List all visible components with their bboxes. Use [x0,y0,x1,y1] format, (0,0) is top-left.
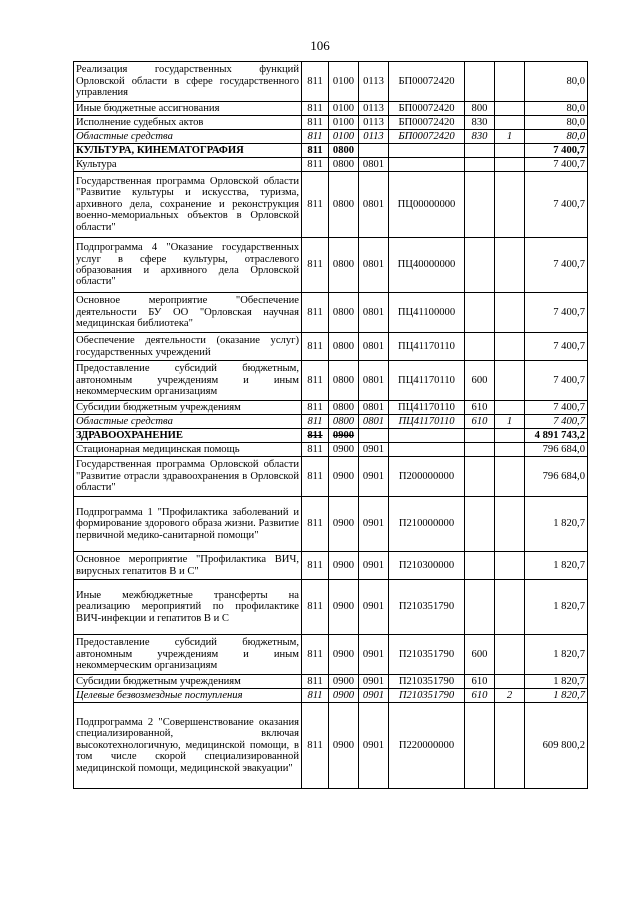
amount-cell: 7 400,7 [525,172,588,238]
expense-type-cell [465,238,495,293]
amount-cell: 7 400,7 [525,293,588,333]
table-row [74,333,588,361]
amount-cell: 1 820,7 [525,675,588,689]
expense-type-cell [465,703,495,789]
amount-cell: 80,0 [525,62,588,102]
subsection-code-cell: 0801 [359,293,389,333]
item-name-cell: Обеспечение деятельности (оказание услуг) государственных учреждений [74,333,302,361]
funding-source-cell [495,457,525,497]
grbs-code-cell: 811 [302,144,329,158]
table-row [74,703,588,789]
table-row [74,361,588,401]
expense-type-cell [465,580,495,635]
table-row [74,689,588,703]
table-row [74,116,588,130]
section-code-cell: 0800 [329,415,359,429]
amount-cell: 80,0 [525,102,588,116]
funding-source-cell [495,293,525,333]
section-code-cell: 0900 [329,635,359,675]
grbs-code-cell: 811 [302,443,329,457]
item-name-cell: Стационарная медицинская помощь [74,443,302,457]
funding-source-cell [495,144,525,158]
section-code-cell: 0100 [329,116,359,130]
grbs-code-cell: 811 [302,172,329,238]
section-code-cell: 0100 [329,102,359,116]
target-article-cell [389,443,465,457]
grbs-code-cell: 811 [302,429,329,443]
item-name-cell: Субсидии бюджетным учреждениям [74,675,302,689]
table-row [74,497,588,552]
grbs-code-cell: 811 [302,116,329,130]
grbs-code-cell: 811 [302,401,329,415]
expense-type-cell: 610 [465,415,495,429]
item-name-cell: Основное мероприятие "Профилактика ВИЧ, вирусных гепатитов В и С" [74,552,302,580]
table-row [74,401,588,415]
subsection-code-cell: 0801 [359,415,389,429]
section-code-cell: 0800 [329,401,359,415]
grbs-code-cell: 811 [302,497,329,552]
grbs-code-cell: 811 [302,415,329,429]
subsection-code-cell: 0113 [359,130,389,144]
amount-cell: 7 400,7 [525,415,588,429]
item-name-cell: Иные бюджетные ассигнования [74,102,302,116]
section-code-cell: 0900 [329,689,359,703]
amount-cell: 7 400,7 [525,158,588,172]
expense-type-cell [465,158,495,172]
funding-source-cell [495,443,525,457]
grbs-code-cell: 811 [302,552,329,580]
funding-source-cell [495,675,525,689]
amount-cell: 1 820,7 [525,635,588,675]
section-code-cell: 0800 [329,158,359,172]
subsection-code-cell: 0901 [359,443,389,457]
expense-type-cell [465,333,495,361]
table-row [74,415,588,429]
expense-type-cell: 600 [465,361,495,401]
subsection-code-cell: 0801 [359,172,389,238]
target-article-cell: П210351790 [389,635,465,675]
item-name-cell: Основное мероприятие "Обеспечение деятельности БУ ОО "Орловская научная медицинская библиотека" [74,293,302,333]
funding-source-cell [495,238,525,293]
section-code-cell: 0900 [329,703,359,789]
target-article-cell: П210000000 [389,497,465,552]
grbs-code-cell: 811 [302,635,329,675]
section-code-cell: 0800 [329,293,359,333]
target-article-cell: БП00072420 [389,130,465,144]
amount-cell: 7 400,7 [525,401,588,415]
funding-source-cell [495,635,525,675]
subsection-code-cell: 0801 [359,333,389,361]
target-article-cell [389,429,465,443]
funding-source-cell [495,429,525,443]
subsection-code-cell: 0801 [359,238,389,293]
item-name-cell: Предоставление субсидий бюджетным, автономным учреждениям и иным некоммерческим организациям [74,635,302,675]
table-row [74,158,588,172]
amount-cell: 796 684,0 [525,443,588,457]
table-row [74,130,588,144]
target-article-cell: БП00072420 [389,102,465,116]
section-code-cell: 0100 [329,130,359,144]
target-article-cell: П210300000 [389,552,465,580]
item-name-cell: Областные средства [74,130,302,144]
section-code-cell: 0800 [329,238,359,293]
expense-type-cell [465,457,495,497]
subsection-code-cell: 0901 [359,552,389,580]
target-article-cell: ПЦ41170110 [389,361,465,401]
table-row [74,102,588,116]
table-row [74,635,588,675]
subsection-code-cell: 0901 [359,580,389,635]
expense-type-cell [465,497,495,552]
item-name-cell: Иные межбюджетные трансферты на реализацию мероприятий по профилактике ВИЧ-инфекции и гепатитов В и С [74,580,302,635]
section-code-cell: 0900 [329,580,359,635]
funding-source-cell [495,158,525,172]
subsection-code-cell: 0901 [359,457,389,497]
expense-type-cell: 830 [465,116,495,130]
grbs-code-cell: 811 [302,457,329,497]
amount-cell: 1 820,7 [525,689,588,703]
item-name-cell: Субсидии бюджетным учреждениям [74,401,302,415]
table-row [74,429,588,443]
target-article-cell [389,158,465,172]
target-article-cell: ПЦ41170110 [389,415,465,429]
section-code-cell: 0900 [329,429,359,443]
amount-cell: 1 820,7 [525,580,588,635]
expense-type-cell: 610 [465,675,495,689]
grbs-code-cell: 811 [302,102,329,116]
subsection-code-cell: 0901 [359,497,389,552]
item-name-cell: Предоставление субсидий бюджетным, автономным учреждениям и иным некоммерческим организациям [74,361,302,401]
expense-type-cell [465,293,495,333]
subsection-code-cell: 0801 [359,361,389,401]
target-article-cell: П210351790 [389,675,465,689]
subsection-code-cell [359,429,389,443]
grbs-code-cell: 811 [302,333,329,361]
grbs-code-cell: 811 [302,361,329,401]
item-name-cell: ЗДРАВООХРАНЕНИЕ [74,429,302,443]
budget-table [73,61,588,789]
table-row [74,675,588,689]
funding-source-cell [495,172,525,238]
item-name-cell: Реализация государственных функций Орловской области в сфере государственного управления [74,62,302,102]
table-row [74,293,588,333]
grbs-code-cell: 811 [302,689,329,703]
amount-cell: 7 400,7 [525,361,588,401]
target-article-cell: ПЦ41170110 [389,333,465,361]
expense-type-cell [465,172,495,238]
subsection-code-cell [359,144,389,158]
subsection-code-cell: 0113 [359,62,389,102]
target-article-cell: П210351790 [389,580,465,635]
item-name-cell: Целевые безвозмездные поступления [74,689,302,703]
subsection-code-cell: 0901 [359,635,389,675]
item-name-cell: Государственная программа Орловской области "Развитие культуры и искусства, туризма, архивного дела, сохранение и реконструкция военно-мемориальных объектов в Орловской области" [74,172,302,238]
item-name-cell: Подпрограмма 4 "Оказание государственных услуг в сфере культуры, отраслевого образования и архивного дела Орловской области" [74,238,302,293]
subsection-code-cell: 0901 [359,675,389,689]
amount-cell: 4 891 743,2 [525,429,588,443]
table-row [74,172,588,238]
section-code-cell: 0900 [329,552,359,580]
grbs-code-cell: 811 [302,293,329,333]
funding-source-cell [495,401,525,415]
item-name-cell: Исполнение судебных актов [74,116,302,130]
section-code-cell: 0800 [329,333,359,361]
funding-source-cell [495,333,525,361]
funding-source-cell [495,361,525,401]
item-name-cell: Культура [74,158,302,172]
grbs-code-cell: 811 [302,580,329,635]
item-name-cell: Подпрограмма 2 "Совершенствование оказания специализированной, включая высокотехнологичную, медицинской помощи, в том числе скорой специализированной медицинской помощи, медицинской эвакуации" [74,703,302,789]
target-article-cell: ПЦ00000000 [389,172,465,238]
funding-source-cell [495,703,525,789]
funding-source-cell [495,580,525,635]
item-name-cell: Областные средства [74,415,302,429]
section-code-cell: 0800 [329,144,359,158]
funding-source-cell [495,116,525,130]
amount-cell: 7 400,7 [525,144,588,158]
amount-cell: 1 820,7 [525,497,588,552]
section-code-cell: 0900 [329,675,359,689]
amount-cell: 80,0 [525,130,588,144]
expense-type-cell: 610 [465,401,495,415]
section-code-cell: 0900 [329,443,359,457]
expense-type-cell: 800 [465,102,495,116]
table-row [74,144,588,158]
grbs-code-cell: 811 [302,158,329,172]
item-name-cell: КУЛЬТУРА, КИНЕМАТОГРАФИЯ [74,144,302,158]
grbs-code-cell: 811 [302,130,329,144]
grbs-code-cell: 811 [302,238,329,293]
table-row [74,443,588,457]
target-article-cell: БП00072420 [389,62,465,102]
grbs-code-cell: 811 [302,675,329,689]
page-number: 106 [310,38,330,53]
expense-type-cell: 600 [465,635,495,675]
amount-cell: 796 684,0 [525,457,588,497]
table-row [74,457,588,497]
funding-source-cell [495,102,525,116]
table-row [74,552,588,580]
target-article-cell: ПЦ41170110 [389,401,465,415]
grbs-code-cell: 811 [302,62,329,102]
amount-cell: 7 400,7 [525,238,588,293]
funding-source-cell [495,497,525,552]
target-article-cell: ПЦ41100000 [389,293,465,333]
target-article-cell: ПЦ40000000 [389,238,465,293]
section-code-cell: 0900 [329,497,359,552]
subsection-code-cell: 0801 [359,401,389,415]
funding-source-cell: 2 [495,689,525,703]
expense-type-cell [465,552,495,580]
expense-type-cell [465,429,495,443]
table-row [74,62,588,102]
subsection-code-cell: 0801 [359,158,389,172]
target-article-cell: П220000000 [389,703,465,789]
target-article-cell: П200000000 [389,457,465,497]
amount-cell: 1 820,7 [525,552,588,580]
expense-type-cell: 610 [465,689,495,703]
funding-source-cell: 1 [495,130,525,144]
subsection-code-cell: 0113 [359,116,389,130]
grbs-code-cell: 811 [302,703,329,789]
target-article-cell [389,144,465,158]
expense-type-cell: 830 [465,130,495,144]
section-code-cell: 0900 [329,457,359,497]
funding-source-cell [495,62,525,102]
target-article-cell: П210351790 [389,689,465,703]
table-row [74,238,588,293]
amount-cell: 609 800,2 [525,703,588,789]
section-code-cell: 0800 [329,172,359,238]
expense-type-cell [465,144,495,158]
item-name-cell: Подпрограмма 1 "Профилактика заболеваний и формирование здорового образа жизни. Развитие первичной медико-санитарной помощи" [74,497,302,552]
target-article-cell: БП00072420 [389,116,465,130]
section-code-cell: 0800 [329,361,359,401]
item-name-cell: Государственная программа Орловской области "Развитие отрасли здравоохранения в Орловской области" [74,457,302,497]
table-row [74,580,588,635]
subsection-code-cell: 0113 [359,102,389,116]
funding-source-cell [495,552,525,580]
amount-cell: 7 400,7 [525,333,588,361]
subsection-code-cell: 0901 [359,689,389,703]
expense-type-cell [465,443,495,457]
expense-type-cell [465,62,495,102]
funding-source-cell: 1 [495,415,525,429]
amount-cell: 80,0 [525,116,588,130]
section-code-cell: 0100 [329,62,359,102]
subsection-code-cell: 0901 [359,703,389,789]
